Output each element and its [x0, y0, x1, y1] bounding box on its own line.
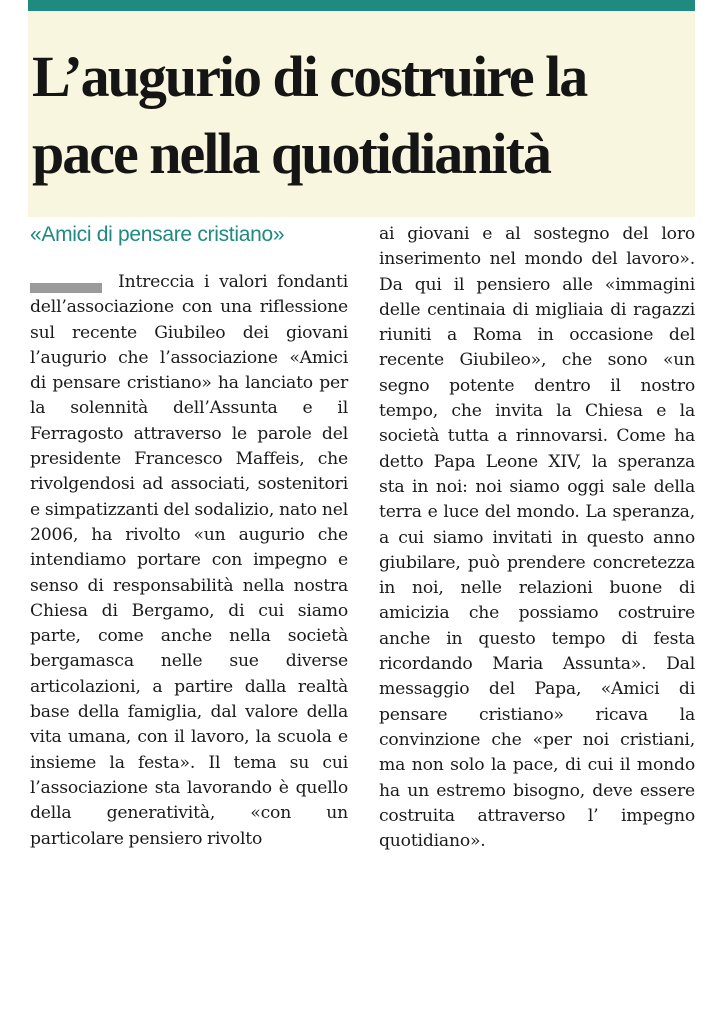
article-column-left [30, 270, 348, 852]
article-headline: L’augurio di costruire la pace nella quotidianità [32, 44, 587, 186]
column-left-text: Intreccia i valori fondanti dell’associazione con una riflessione sul recente Giubileo dei giovani l’augurio che l’associazione «Amici di pensare cristiano» ha lanciato per la solennità dell’Assunta e il Ferragosto attraverso le parole del presidente Francesco Maffeis, che rivolgendosi ad associati, sostenitori e simpatizzanti del sodalizio, nato nel 2006, ha rivolto «un augurio che intendiamo portare con impegno e senso di responsabilità nella nostra Chiesa di Bergamo, di cui siamo parte, come anche nella società bergamasca nelle sue diverse articolazioni, a partire dalla realtà base della famiglia, dal valore della vita umana, con il lavoro, la scuola e insieme la festa». Il tema su cui l’associazione sta lavorando è quello della generatività, «con un particolare pensiero rivolto [30, 272, 348, 849]
article-subtitle: «Amici di pensare cristiano» [30, 223, 285, 246]
top-accent-rule [28, 0, 695, 11]
column-right-text: ai giovani e al sostegno del loro inserimento nel mondo del lavoro». Da qui il pensiero alle «immagini delle centinaia di migliaia di ragazzi riuniti a Roma in occasione del recente Giubileo», che sono «un segno potente dentro il nostro tempo, che invita la Chiesa e la società tutta a rinnovarsi. Come ha detto Papa Leone XIV, la speranza sta in noi: noi siamo oggi sale della terra e luce del mondo. La speranza, a cui siamo invitati in questo anno giubilare, può prendere concretezza in noi, nelle relazioni buone di amicizia che possiamo costruire anche in questo tempo di festa ricordando Maria Assunta». Dal messaggio del Papa, «Amici di pensare cristiano» ricava la convinzione che «per noi cristiani, ma non solo la pace, di cui il mondo ha un estremo bisogno, deve essere costruita attraverso l’ impegno quotidiano». [379, 224, 695, 852]
article-column-right [379, 222, 695, 854]
